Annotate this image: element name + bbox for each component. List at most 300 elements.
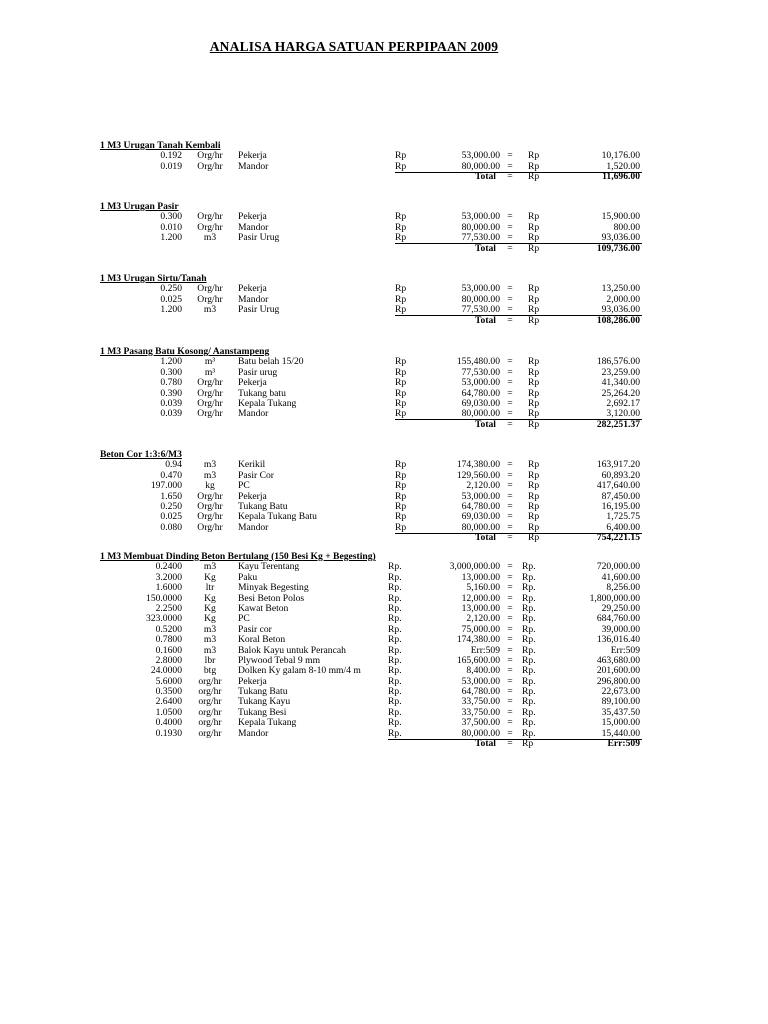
amount: 22,673.00 (601, 686, 640, 698)
equals-sign: = (507, 211, 513, 223)
currency: Rp (395, 521, 407, 533)
unit: Org/hr (197, 283, 223, 295)
currency: Rp (528, 366, 540, 378)
description: Tukang Batu (238, 500, 288, 512)
quantity: 1.650 (160, 490, 182, 502)
unit-price: 80,000.00 (461, 408, 500, 420)
table-row (0, 471, 768, 481)
unit-price: 77,530.00 (461, 366, 500, 378)
amount: 89,100.00 (601, 696, 640, 708)
currency: Rp. (388, 644, 402, 656)
quantity: 0.025 (160, 293, 182, 305)
unit: Org/hr (197, 211, 223, 223)
table-row (0, 212, 768, 222)
total-rule (388, 739, 642, 740)
equals-sign: = (507, 561, 513, 573)
currency: Rp (395, 408, 407, 420)
description: Koral Beton (238, 634, 286, 646)
section-title: 1 M3 Urugan Sirtu/Tanah (100, 273, 207, 284)
equals-sign: = (507, 480, 513, 492)
amount: 136,016.40 (596, 634, 640, 646)
table-row (0, 697, 768, 707)
table-row (0, 357, 768, 367)
equals-sign: = (507, 160, 513, 172)
description: Pasir urug (238, 366, 278, 378)
unit-price: 53,000.00 (461, 490, 500, 502)
unit-price: 64,780.00 (461, 686, 500, 698)
currency: Rp (395, 283, 407, 295)
amount: 463,680.00 (596, 654, 640, 666)
equals-sign: = (507, 469, 513, 481)
unit-price: 64,780.00 (461, 387, 500, 399)
currency: Rp (528, 532, 540, 544)
equals-sign: = (507, 613, 513, 625)
amount: 15,900.00 (601, 211, 640, 223)
description: PC (238, 480, 250, 492)
description: Tukang Kayu (238, 696, 291, 708)
equals-sign: = (507, 150, 513, 162)
amount: 10,176.00 (601, 150, 640, 162)
unit: org/hr (198, 675, 222, 687)
table-row (0, 583, 768, 593)
quantity: 2.6400 (155, 696, 182, 708)
currency: Rp. (522, 665, 536, 677)
currency: Rp (395, 480, 407, 492)
amount: 1,520.00 (606, 160, 640, 172)
currency: Rp. (388, 706, 402, 718)
equals-sign: = (507, 696, 513, 708)
equals-sign: = (507, 242, 513, 254)
description: Besi Beton Polos (238, 592, 305, 604)
equals-sign: = (507, 387, 513, 399)
currency: Rp (528, 283, 540, 295)
amount: 41,600.00 (601, 571, 640, 583)
unit: m³ (204, 356, 216, 368)
quantity: 1.0500 (155, 706, 182, 718)
unit-price: 33,750.00 (461, 706, 500, 718)
amount: 8,256.00 (606, 582, 640, 594)
amount: 163,917.20 (596, 459, 640, 471)
unit-price: 53,000.00 (461, 283, 500, 295)
description: Pekerja (238, 150, 267, 162)
item-list (0, 357, 768, 430)
currency: Rp. (522, 582, 536, 594)
table-row (0, 378, 768, 388)
unit: m3 (203, 634, 217, 646)
table-row (0, 614, 768, 624)
unit: org/hr (198, 706, 222, 718)
unit: Org/hr (197, 293, 223, 305)
amount: 186,576.00 (596, 356, 640, 368)
quantity: 0.390 (160, 387, 182, 399)
quantity: 0.250 (160, 500, 182, 512)
amount: 1,800,000.00 (589, 592, 640, 604)
unit-price: 80,000.00 (461, 160, 500, 172)
quantity: 0.039 (160, 408, 182, 420)
unit: org/hr (198, 717, 222, 729)
currency: Rp. (522, 675, 536, 687)
table-row (0, 151, 768, 161)
unit-price: 75,000.00 (461, 623, 500, 635)
unit: Kg (204, 613, 216, 625)
total-label: Total (475, 532, 496, 544)
unit: m3 (203, 623, 217, 635)
quantity: 1.200 (160, 304, 182, 316)
quantity: 0.2400 (155, 561, 182, 573)
equals-sign: = (507, 623, 513, 635)
unit-price: 5,160.00 (466, 582, 500, 594)
quantity: 0.4000 (155, 717, 182, 729)
description: Kerikil (238, 459, 266, 471)
description: Pasir cor (238, 623, 272, 635)
currency: Rp. (388, 654, 402, 666)
total-rule (395, 533, 642, 534)
total-label: Total (475, 314, 496, 326)
table-row (0, 573, 768, 583)
total-rule (395, 243, 642, 244)
description: Tukang Besi (238, 706, 287, 718)
equals-sign: = (507, 366, 513, 378)
total-row (0, 420, 768, 430)
table-row (0, 399, 768, 409)
equals-sign: = (507, 582, 513, 594)
amount: 1,725.75 (606, 511, 640, 523)
unit: m3 (203, 469, 217, 481)
currency: Rp (395, 490, 407, 502)
currency: Rp (395, 293, 407, 305)
currency: Rp. (388, 717, 402, 729)
currency: Rp. (388, 696, 402, 708)
equals-sign: = (507, 602, 513, 614)
quantity: 0.3500 (155, 686, 182, 698)
table-row (0, 666, 768, 676)
currency: Rp. (388, 561, 402, 573)
quantity: 197.000 (150, 480, 182, 492)
total-row (0, 739, 768, 749)
equals-sign: = (507, 293, 513, 305)
description: Balok Kayu untuk Perancah (238, 644, 346, 656)
currency: Rp. (522, 654, 536, 666)
quantity: 0.5200 (155, 623, 182, 635)
currency: Rp (528, 397, 540, 409)
amount: 23,259.00 (601, 366, 640, 378)
description: Mandor (238, 160, 269, 172)
unit-price: 53,000.00 (461, 675, 500, 687)
equals-sign: = (507, 500, 513, 512)
quantity: 5.6000 (155, 675, 182, 687)
amount: 87,450.00 (601, 490, 640, 502)
total-amount: 11,696.00 (602, 171, 640, 183)
equals-sign: = (507, 644, 513, 656)
equals-sign: = (507, 675, 513, 687)
unit-price: 3,000,000.00 (449, 561, 500, 573)
section-title: 1 M3 Urugan Tanah Kembali (100, 140, 221, 151)
unit: ltr (205, 582, 215, 594)
quantity: 0.192 (160, 150, 182, 162)
table-row (0, 389, 768, 399)
currency: Rp. (388, 571, 402, 583)
unit-price: 77,530.00 (461, 304, 500, 316)
unit: kg (205, 480, 215, 492)
equals-sign: = (507, 459, 513, 471)
currency: Rp (395, 232, 407, 244)
currency: Rp (395, 211, 407, 223)
currency: Rp (395, 459, 407, 471)
currency: Rp (528, 150, 540, 162)
equals-sign: = (507, 397, 513, 409)
equals-sign: = (507, 408, 513, 420)
amount: 15,000.00 (601, 717, 640, 729)
table-row (0, 460, 768, 470)
description: Kawat Beton (238, 602, 289, 614)
quantity: 0.300 (160, 366, 182, 378)
unit-price: 2,120.00 (466, 613, 500, 625)
quantity: 150.0000 (146, 592, 182, 604)
section-title: Beton Cor 1:3:6/M3 (100, 449, 182, 460)
table-row (0, 295, 768, 305)
table-row (0, 656, 768, 666)
description: Tukang Batu (238, 686, 288, 698)
unit-price: 155,480.00 (456, 356, 500, 368)
description: Minyak Begesting (238, 582, 309, 594)
currency: Rp (395, 377, 407, 389)
unit-price: 53,000.00 (461, 211, 500, 223)
quantity: 1.200 (160, 356, 182, 368)
unit-price: 69,030.00 (461, 397, 500, 409)
table-row (0, 718, 768, 728)
quantity: 2.2500 (155, 602, 182, 614)
unit-price: Err:509 (470, 644, 500, 656)
description: Tukang batu (238, 387, 286, 399)
unit: Org/hr (197, 500, 223, 512)
description: Mandor (238, 408, 269, 420)
table-row (0, 646, 768, 656)
currency: Rp (528, 171, 540, 183)
description: Kepala Tukang (238, 397, 297, 409)
description: Kepala Tukang Batu (238, 511, 317, 523)
unit-price: 174,380.00 (456, 459, 500, 471)
unit-price: 12,000.00 (461, 592, 500, 604)
currency: Rp. (522, 706, 536, 718)
currency: Rp (528, 418, 540, 430)
currency: Rp (395, 366, 407, 378)
amount: 201,600.00 (596, 665, 640, 677)
description: Kepala Tukang (238, 717, 297, 729)
equals-sign: = (507, 717, 513, 729)
amount: 93,036.00 (601, 232, 640, 244)
unit-price: 64,780.00 (461, 500, 500, 512)
unit-price: 80,000.00 (461, 221, 500, 233)
equals-sign: = (507, 221, 513, 233)
quantity: 0.010 (160, 221, 182, 233)
section-title: 1 M3 Membuat Dinding Beton Bertulang (150 Besi Kg + Begesting) (100, 551, 376, 562)
unit: Org/hr (197, 408, 223, 420)
total-row (0, 172, 768, 182)
equals-sign: = (507, 304, 513, 316)
currency: Rp (395, 397, 407, 409)
currency: Rp. (522, 634, 536, 646)
table-row (0, 502, 768, 512)
unit: m3 (203, 644, 217, 656)
amount: 417,640.00 (596, 480, 640, 492)
unit: btg (203, 665, 217, 677)
table-row (0, 233, 768, 243)
currency: Rp (528, 387, 540, 399)
description: Pekerja (238, 283, 267, 295)
unit: Org/hr (197, 377, 223, 389)
currency: Rp (522, 738, 534, 750)
total-rule (395, 172, 642, 173)
section-title: 1 M3 Urugan Pasir (100, 201, 179, 212)
currency: Rp (528, 221, 540, 233)
description: Paku (238, 571, 258, 583)
page-title: ANALISA HARGA SATUAN PERPIPAAN 2009 (209, 39, 499, 54)
description: Mandor (238, 727, 269, 739)
currency: Rp (528, 408, 540, 420)
unit: org/hr (198, 727, 222, 739)
equals-sign: = (507, 356, 513, 368)
item-list (0, 460, 768, 543)
table-row (0, 625, 768, 635)
amount: 2,692.17 (606, 397, 640, 409)
currency: Rp. (388, 665, 402, 677)
unit: Org/hr (197, 490, 223, 502)
description: Dolken Ky galam 8-10 mm/4 m (238, 665, 361, 677)
amount: 25,264.20 (601, 387, 640, 399)
unit-price: 165,600.00 (456, 654, 500, 666)
equals-sign: = (507, 532, 513, 544)
amount: 6,400.00 (606, 521, 640, 533)
currency: Rp (528, 511, 540, 523)
unit: Kg (204, 571, 216, 583)
total-label: Total (475, 242, 496, 254)
description: Pekerja (238, 490, 267, 502)
total-amount: Err:509 (607, 738, 640, 750)
equals-sign: = (507, 232, 513, 244)
equals-sign: = (507, 634, 513, 646)
amount: 800.00 (613, 221, 640, 233)
description: Pasir Urug (238, 304, 280, 316)
currency: Rp. (522, 686, 536, 698)
currency: Rp (395, 356, 407, 368)
currency: Rp (528, 377, 540, 389)
unit: Org/hr (197, 521, 223, 533)
description: Pasir Urug (238, 232, 280, 244)
equals-sign: = (507, 654, 513, 666)
currency: Rp (528, 500, 540, 512)
item-list (0, 151, 768, 182)
quantity: 0.1930 (155, 727, 182, 739)
unit: m³ (204, 366, 216, 378)
equals-sign: = (507, 571, 513, 583)
description: Mandor (238, 521, 269, 533)
unit: org/hr (198, 696, 222, 708)
currency: Rp. (522, 571, 536, 583)
total-rule (395, 419, 642, 420)
unit: org/hr (198, 686, 222, 698)
quantity: 0.780 (160, 377, 182, 389)
currency: Rp (528, 480, 540, 492)
description: Kayu Terentang (238, 561, 300, 573)
currency: Rp (395, 160, 407, 172)
currency: Rp (528, 242, 540, 254)
equals-sign: = (507, 738, 513, 750)
total-row (0, 244, 768, 254)
description: PC (238, 613, 250, 625)
equals-sign: = (507, 171, 513, 183)
table-row (0, 223, 768, 233)
table-row (0, 729, 768, 739)
unit: Org/hr (197, 221, 223, 233)
quantity: 0.470 (160, 469, 182, 481)
description: Mandor (238, 293, 269, 305)
equals-sign: = (507, 592, 513, 604)
unit: lbr (204, 654, 216, 666)
description: Mandor (238, 221, 269, 233)
currency: Rp (395, 150, 407, 162)
amount: 2,000.00 (606, 293, 640, 305)
table-row (0, 677, 768, 687)
equals-sign: = (507, 511, 513, 523)
currency: Rp. (388, 623, 402, 635)
table-row (0, 562, 768, 572)
amount: 29,250.00 (601, 602, 640, 614)
total-amount: 754,221.15 (596, 532, 640, 544)
currency: Rp. (522, 623, 536, 635)
unit: Kg (204, 592, 216, 604)
quantity: 0.025 (160, 511, 182, 523)
equals-sign: = (507, 314, 513, 326)
item-list (0, 212, 768, 254)
total-row (0, 533, 768, 543)
amount: 296,800.00 (596, 675, 640, 687)
total-label: Total (475, 418, 496, 430)
description: Pekerja (238, 675, 267, 687)
amount: 720,000.00 (596, 561, 640, 573)
quantity: 0.250 (160, 283, 182, 295)
description: Pekerja (238, 377, 267, 389)
unit-price: 8,400.00 (466, 665, 500, 677)
table-row (0, 305, 768, 315)
amount: 39,000.00 (601, 623, 640, 635)
unit-price: 129,560.00 (456, 469, 500, 481)
table-row (0, 492, 768, 502)
description: Pekerja (238, 211, 267, 223)
currency: Rp (395, 469, 407, 481)
currency: Rp. (522, 602, 536, 614)
currency: Rp. (388, 634, 402, 646)
currency: Rp (528, 490, 540, 502)
quantity: 0.94 (165, 459, 182, 471)
amount: Err:509 (610, 644, 640, 656)
currency: Rp. (522, 592, 536, 604)
section-title: 1 M3 Pasang Batu Kosong/ Aanstampeng (100, 346, 270, 357)
unit: Org/hr (197, 397, 223, 409)
currency: Rp (528, 211, 540, 223)
unit: m3 (203, 232, 217, 244)
unit-price: 80,000.00 (461, 727, 500, 739)
unit-price: 80,000.00 (461, 521, 500, 533)
table-row (0, 687, 768, 697)
table-row (0, 284, 768, 294)
equals-sign: = (507, 686, 513, 698)
table-row (0, 523, 768, 533)
equals-sign: = (507, 665, 513, 677)
unit: m3 (203, 459, 217, 471)
amount: 41,340.00 (601, 377, 640, 389)
quantity: 323.0000 (146, 613, 182, 625)
table-row (0, 604, 768, 614)
